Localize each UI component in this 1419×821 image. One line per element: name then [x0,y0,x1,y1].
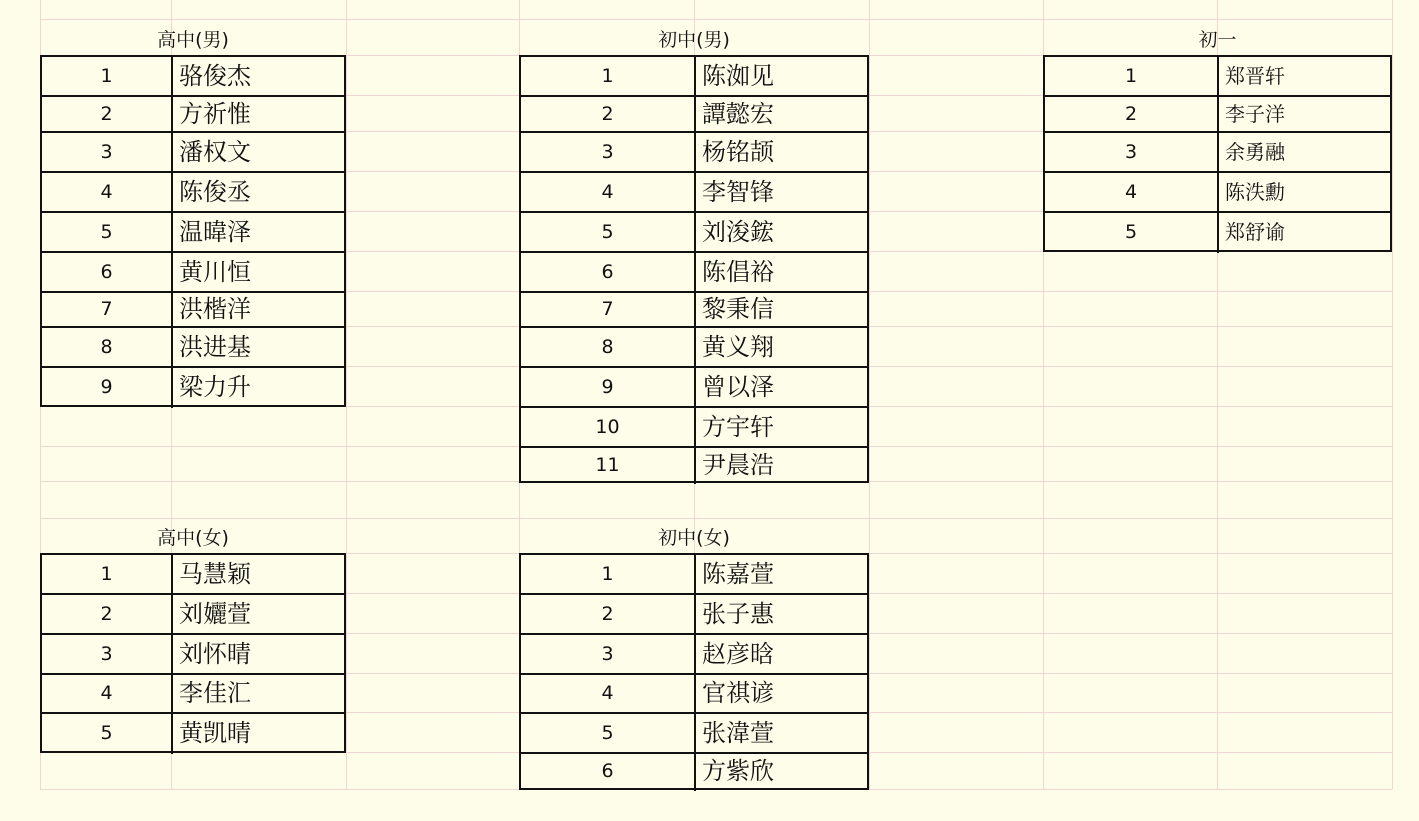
table-row [521,326,867,368]
row-number-cell[interactable]: 6 [601,261,614,283]
grid-col-line [869,0,870,789]
student-name-cell[interactable]: 譚懿宏 [694,97,867,133]
table-row [521,211,867,253]
row-number-cell[interactable]: 5 [100,221,113,243]
row-number-cell[interactable]: 5 [1124,221,1138,243]
student-name-cell[interactable]: 杨铭颉 [694,133,867,173]
table-row [1045,57,1390,97]
row-number-cell[interactable]: 2 [601,103,614,125]
table-row [42,57,344,97]
student-name-cell[interactable]: 刘怀晴 [171,635,344,675]
table-row [1045,95,1390,133]
row-number-cell[interactable]: 1 [601,65,614,87]
student-name-cell[interactable]: 张湋萱 [694,714,867,754]
table-row [42,95,344,133]
student-name-cell[interactable]: 尹晨浩 [694,448,867,484]
table-row [521,406,867,448]
student-name-cell[interactable]: 马慧颖 [171,555,344,595]
section-title-hs-boys[interactable]: 高中(男) [157,29,229,51]
student-name-cell[interactable]: 李智锋 [694,173,867,213]
student-name-cell[interactable]: 潘权文 [171,133,344,173]
student-name-cell[interactable]: 郑晋轩 [1217,57,1390,97]
student-name-cell[interactable]: 郑舒谕 [1217,213,1390,253]
table-row [521,712,867,754]
row-number-cell[interactable]: 7 [100,298,113,320]
row-number-cell[interactable]: 11 [595,454,620,476]
student-name-cell[interactable]: 官祺谚 [694,675,867,714]
table-row [42,593,344,635]
roster-table-hs-girls [40,553,346,753]
roster-table-ms-girls [519,553,869,790]
roster-table-hs-boys [40,55,346,407]
grid-row-line [40,19,1392,20]
student-name-cell[interactable]: 陈洳见 [694,57,867,97]
table-row [521,366,867,408]
row-number-cell[interactable]: 8 [100,336,113,358]
student-name-cell[interactable]: 黎秉信 [694,293,867,328]
row-number-cell[interactable]: 7 [601,298,614,320]
row-number-cell[interactable]: 3 [601,141,614,163]
table-row [521,57,867,97]
table-row [521,673,867,714]
student-name-cell[interactable]: 洪进基 [171,328,344,368]
student-name-cell[interactable]: 黄义翔 [694,328,867,368]
table-row [521,291,867,328]
row-number-cell[interactable]: 4 [1124,181,1138,203]
student-name-cell[interactable]: 曾以泽 [694,368,867,408]
row-number-cell[interactable]: 10 [595,416,620,438]
section-title-ms-boys[interactable]: 初中(男) [658,29,730,51]
table-row [42,326,344,368]
row-number-cell[interactable]: 3 [601,643,614,665]
student-name-cell[interactable]: 方祈惟 [171,97,344,133]
table-row [42,555,344,595]
row-number-cell[interactable]: 3 [100,141,113,163]
table-row [521,95,867,133]
table-row [521,446,867,484]
table-row [42,211,344,253]
student-name-cell[interactable]: 方紫欣 [694,754,867,791]
section-title-hs-girls[interactable]: 高中(女) [157,527,229,549]
row-number-cell[interactable]: 2 [100,603,113,625]
student-name-cell[interactable]: 陈嘉萱 [694,555,867,595]
row-number-cell[interactable]: 9 [601,376,614,398]
section-title-ms-girls[interactable]: 初中(女) [658,527,730,549]
table-row [1045,131,1390,173]
student-name-cell[interactable]: 黄凯晴 [171,714,344,754]
student-name-cell[interactable]: 洪楷洋 [171,293,344,328]
row-number-cell[interactable]: 2 [100,103,113,125]
row-number-cell[interactable]: 2 [1124,103,1138,125]
row-number-cell[interactable]: 4 [601,682,614,704]
table-row [521,593,867,635]
roster-table-ms-boys [519,55,869,483]
grid-col-line [346,0,347,789]
table-row [1045,211,1390,253]
grid-col-line [1392,0,1393,789]
table-row [521,251,867,293]
row-number-cell[interactable]: 3 [100,643,113,665]
row-number-cell[interactable]: 4 [601,181,614,203]
student-name-cell[interactable]: 赵彦晗 [694,635,867,675]
student-name-cell[interactable]: 李佳汇 [171,675,344,714]
student-name-cell[interactable]: 陈俊丞 [171,173,344,213]
table-row [521,171,867,213]
student-name-cell[interactable]: 梁力升 [171,368,344,408]
student-name-cell[interactable]: 张子惠 [694,595,867,635]
row-number-cell[interactable]: 5 [601,722,614,744]
student-name-cell[interactable]: 李子洋 [1217,97,1390,133]
table-row [42,673,344,714]
table-row [42,171,344,213]
row-number-cell[interactable]: 1 [601,563,614,585]
table-row [42,633,344,675]
row-number-cell[interactable]: 1 [100,65,113,87]
row-number-cell[interactable]: 5 [601,221,614,243]
table-row [42,712,344,754]
table-row [1045,171,1390,213]
table-row [42,291,344,328]
table-row [521,752,867,791]
row-number-cell[interactable]: 2 [601,603,614,625]
row-number-cell[interactable]: 4 [100,181,113,203]
student-name-cell[interactable]: 陈倡裕 [694,253,867,293]
student-name-cell[interactable]: 陈泆勳 [1217,173,1390,213]
table-row [42,131,344,173]
table-row [521,555,867,595]
row-number-cell[interactable]: 1 [1124,65,1138,87]
table-row [521,131,867,173]
section-title-grade7[interactable]: 初一 [1198,29,1237,51]
student-name-cell[interactable]: 黄川恒 [171,253,344,293]
table-row [42,251,344,293]
row-number-cell[interactable]: 8 [601,336,614,358]
student-name-cell[interactable]: 骆俊杰 [171,57,344,97]
row-number-cell[interactable]: 9 [100,376,113,398]
student-name-cell[interactable]: 方宇轩 [694,408,867,448]
row-number-cell[interactable]: 4 [100,682,113,704]
row-number-cell[interactable]: 6 [601,760,614,782]
row-number-cell[interactable]: 6 [100,261,113,283]
table-row [42,366,344,408]
row-number-cell[interactable]: 5 [100,722,113,744]
row-number-cell[interactable]: 3 [1124,141,1138,163]
student-name-cell[interactable]: 刘孋萱 [171,595,344,635]
student-name-cell[interactable]: 余勇融 [1217,133,1390,173]
table-row [521,633,867,675]
student-name-cell[interactable]: 刘浚鋐 [694,213,867,253]
student-name-cell[interactable]: 温暐泽 [171,213,344,253]
roster-table-grade7 [1043,55,1392,252]
row-number-cell[interactable]: 1 [100,563,113,585]
